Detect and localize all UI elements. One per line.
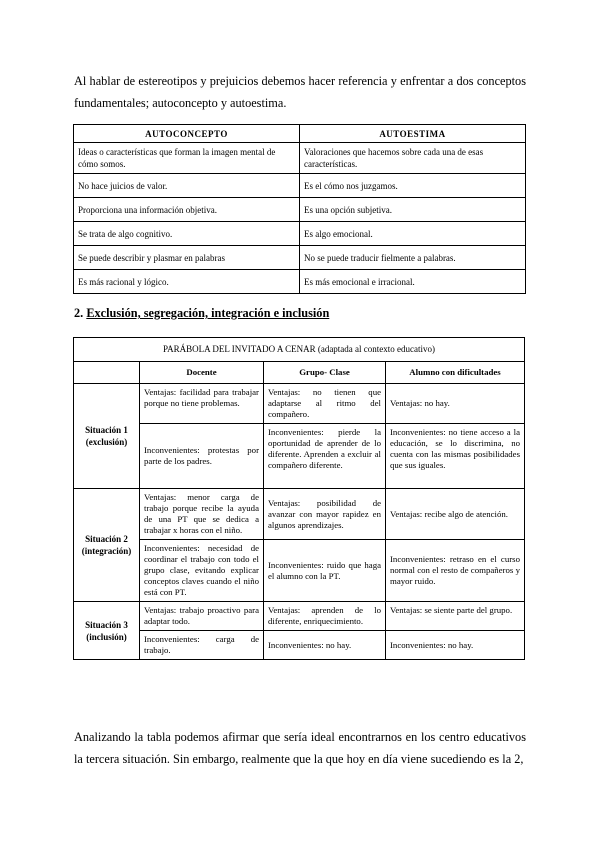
outro-paragraph: Analizando la tabla podemos afirmar que sería ideal encontrarnos en los centro educativos la tercera situación. Sin embargo, realmente que la que hoy en día viene sucediendo es la 2, [74, 730, 526, 766]
table-cell: Inconvenientes: no hay. [264, 631, 386, 660]
table-header: AUTOCONCEPTO [74, 125, 300, 143]
table-cell: Ventajas: recibe algo de atención. [386, 489, 525, 540]
table-title: PARÁBOLA DEL INVITADO A CENAR (adaptada al contexto educativo) [74, 338, 525, 362]
table-row [74, 222, 526, 246]
table-cell: Es más racional y lógico. [74, 270, 300, 294]
table-cell: Proporciona una información objetiva. [74, 198, 300, 222]
table-cell: Inconvenientes: ruido que haga el alumno con la PT. [264, 540, 386, 602]
table-header: Grupo- Clase [264, 362, 386, 384]
table-cell: Es una opción subjetiva. [300, 198, 526, 222]
table-row [74, 602, 525, 631]
situation-subtitle: (inclusión) [86, 631, 127, 642]
situation-subtitle: (exclusión) [85, 437, 128, 447]
table-cell: Ventajas: aprenden de lo diferente, enriquecimiento. [264, 602, 386, 631]
situation-label [74, 602, 140, 660]
situation-title: Situación 1 [85, 425, 128, 435]
table-row [74, 143, 526, 174]
table-cell: Ventajas: no tienen que adaptarse al ritmo del compañero. [264, 384, 386, 424]
table-cell: Valoraciones que hacemos sobre cada una de esas características. [300, 143, 526, 174]
table-row [74, 540, 525, 602]
table-row [74, 198, 526, 222]
table-header: Docente [140, 362, 264, 384]
empty-header-cell [74, 362, 140, 384]
table-row [74, 489, 525, 540]
table-header-row [74, 362, 525, 384]
table-cell: Es algo emocional. [300, 222, 526, 246]
intro-paragraph: Al hablar de estereotipos y prejuicios debemos hacer referencia y enfrentar a dos conceptos fundamentales; autoconcepto y autoestima. [74, 74, 526, 110]
table-cell: Ventajas: se siente parte del grupo. [386, 602, 525, 631]
table-header: AUTOESTIMA [300, 125, 526, 143]
situation-subtitle: (integración) [81, 546, 132, 556]
table-header: Alumno con dificultades [386, 362, 525, 384]
table-cell: Inconvenientes: retraso en el curso normal con el resto de compañeros y mayor ruido. [386, 540, 525, 602]
table-row [74, 270, 526, 294]
section-number: 2. [74, 306, 84, 320]
table-header-row [74, 125, 526, 143]
table-cell: Inconvenientes: protestas por parte de los padres. [140, 424, 264, 489]
table-cell: No hace juicios de valor. [74, 174, 300, 198]
situation-label [74, 384, 140, 489]
table-row [74, 424, 525, 489]
table-cell: Inconvenientes: pierde la oportunidad de aprender de lo diferente. Aprenden a excluir al compañero diferente. [264, 424, 386, 489]
table-cell: Se puede describir y plasmar en palabras [74, 246, 300, 270]
table-cell: Ventajas: no hay. [386, 384, 525, 424]
table-cell: Ideas o características que forman la imagen mental de cómo somos. [74, 143, 300, 174]
autoconcepto-autoestima-table [73, 124, 526, 294]
table-cell: No se puede traducir fielmente a palabras. [300, 246, 526, 270]
table-cell: Ventajas: trabajo proactivo para adaptar todo. [140, 602, 264, 631]
table-cell: Ventajas: menor carga de trabajo porque recibe la ayuda de una PT que se dedica a trabajar x horas con el niño. [140, 489, 264, 540]
table-cell: Es el cómo nos juzgamos. [300, 174, 526, 198]
situation-title: Situación 3 [85, 619, 128, 630]
parabola-table [73, 337, 525, 660]
situation-title: Situación 2 [85, 534, 128, 544]
table-cell: Inconvenientes: carga de trabajo. [140, 631, 264, 660]
situation-label [74, 489, 140, 602]
table-cell: Ventajas: posibilidad de avanzar con mayor rapidez en algunos aprendizajes. [264, 489, 386, 540]
section-title: Exclusión, segregación, integración e inclusión [86, 306, 330, 320]
table-title-row [74, 338, 525, 362]
section-heading [74, 306, 329, 321]
table-row [74, 631, 525, 660]
table-cell: Es más emocional e irracional. [300, 270, 526, 294]
table-cell: Ventajas: facilidad para trabajar porque no tiene problemas. [140, 384, 264, 424]
table-cell: Inconvenientes: no hay. [386, 631, 525, 660]
table-row [74, 174, 526, 198]
table-cell: Inconvenientes: no tiene acceso a la educación, se lo discrimina, no cuenta con las mismas posibilidades que sus iguales. [386, 424, 525, 489]
table-cell: Inconvenientes: necesidad de coordinar el trabajo con todo el grupo clase, evitando explicar conceptos claves cuando el niño está con PT. [140, 540, 264, 602]
table-row [74, 246, 526, 270]
table-row [74, 384, 525, 424]
table-cell: Se trata de algo cognitivo. [74, 222, 300, 246]
